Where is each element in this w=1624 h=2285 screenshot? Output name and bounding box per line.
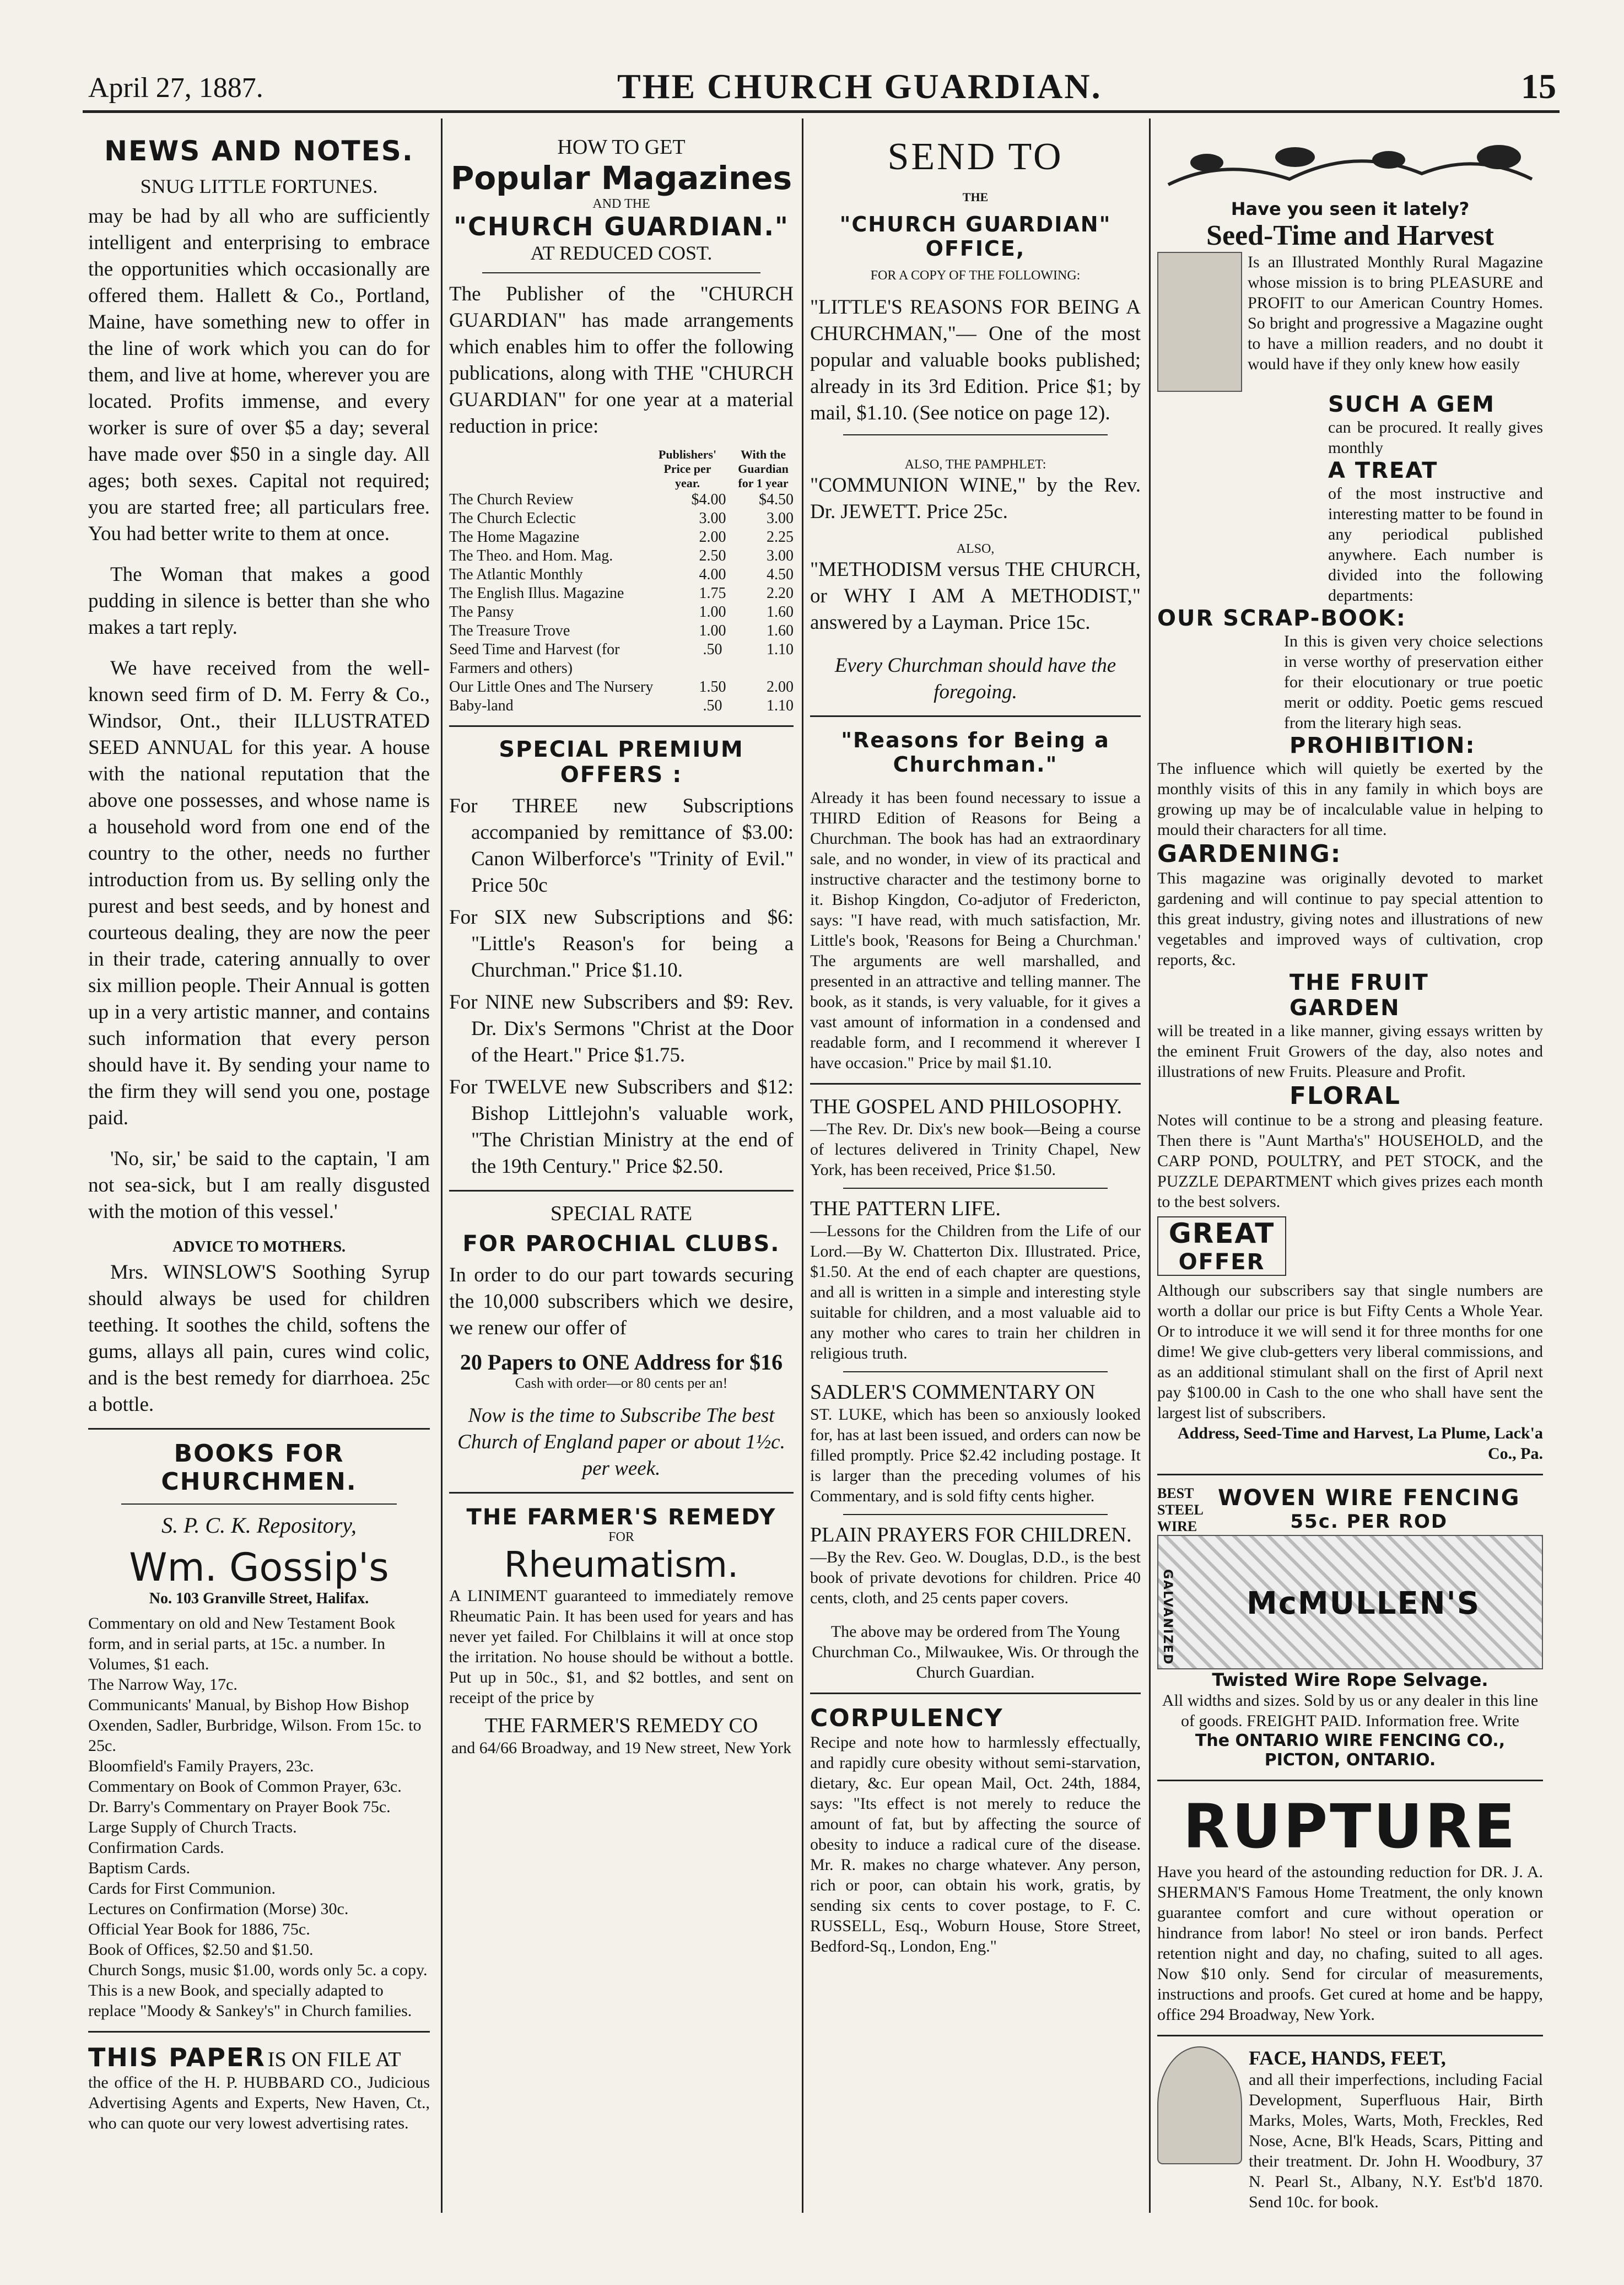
mag-name: The Church Review <box>449 491 574 508</box>
table-row <box>449 491 794 509</box>
fruit-garden: THE FRUIT GARDEN <box>1290 970 1429 1021</box>
and-the: AND THE <box>592 197 650 211</box>
seed-time-text: Is an Illustrated Monthly Rural Magazine whose mission is to bring PLEASURE and PROFIT to our American Country Homes. So bright and progressive a Magazine ought to have a million readers, and no doubt it would have if they only knew how easily <box>1248 253 1543 373</box>
divider <box>810 1693 1141 1694</box>
reduced-cost: AT REDUCED COST. <box>530 242 713 264</box>
offer: OFFER <box>1178 1249 1265 1275</box>
list-item: Bloomfield's Family Prayers, 23c. <box>88 1757 314 1775</box>
offer-item: For NINE new Subscribers and $9: Rev. Dr. Dix's Sermons "Christ at the Door of the Heart." Price $1.75. <box>449 991 794 1066</box>
for-copy: FOR A COPY OF THE FOLLOWING: <box>870 268 1081 283</box>
divider <box>482 272 760 273</box>
divider <box>1157 1474 1543 1475</box>
divider <box>843 1188 1108 1189</box>
mag-price: 1.00 <box>699 622 726 639</box>
publisher-intro: The Publisher of the "CHURCH GUARDIAN" has made arrangements which enables him to offer the following publications, along with THE "CHURCH GUARDIAN" for one year at a material reduction in price: <box>449 283 794 438</box>
mcmullens: McMULLEN'S <box>1247 1586 1481 1621</box>
best-steel-wire: BEST STEEL WIRE <box>1157 1485 1203 1534</box>
such-a-gem: SUCH A GEM <box>1328 392 1495 417</box>
cash-with-order: Cash with order—or 80 cents per an! <box>515 1375 728 1391</box>
divider <box>88 1428 430 1430</box>
parochial-text: In order to do our part towards securing the 10,000 subscribers which we desire, we renew our offer of <box>449 1264 794 1339</box>
list-item: Church Songs, music $1.00, words only 5c. a copy. This is a new Book, and specially adapted to replace "Moody & Sankey's" in Church families. <box>88 1961 428 2020</box>
gardening: GARDENING: <box>1157 840 1342 868</box>
mag-price: 4.00 <box>699 566 726 583</box>
child-illustration <box>1157 252 1242 392</box>
list-item: The Narrow Way, 17c. <box>88 1675 238 1694</box>
plain-prayers-heading: PLAIN PRAYERS FOR CHILDREN. <box>810 1523 1132 1546</box>
plain-prayers-text: —By the Rev. Geo. W. Douglas, D.D., is the best book of private devotions for children. Price 40 cents, cloth, and 25 cents paper covers. <box>810 1548 1141 1607</box>
column-rule <box>1149 118 1151 2213</box>
gossip-address: No. 103 Granville Street, Halifax. <box>149 1590 369 1607</box>
mag-name: Baby-land <box>449 697 514 714</box>
littles-reasons: "LITTLE'S REASONS FOR BEING A CHURCHMAN,"— One of the most popular and valuable books published; already in its 3rd Edition. Price $1; by mail, $1.10. (See notice on page 12). <box>810 296 1141 424</box>
mag-price: 3.00 <box>699 510 726 527</box>
ordered-from: The above may be ordered from The Young Churchman Co., Milwaukee, Wis. Or through the Church Guardian. <box>812 1623 1139 1682</box>
also-pamphlet: ALSO, THE PAMPHLET: <box>904 457 1046 472</box>
mag-name: Seed Time and Harvest (for Farmers and others) <box>449 641 620 677</box>
scrap-book: OUR SCRAP-BOOK: <box>1157 606 1406 631</box>
column-rule <box>441 118 443 2213</box>
wire-text: All widths and sizes. Sold by us or any dealer in this line of goods. FREIGHT PAID. Information free. Write <box>1162 1691 1539 1730</box>
table-row <box>449 622 794 640</box>
seed-time-address: Address, Seed-Time and Harvest, La Plume, Lack'a Co., Pa. <box>1177 1424 1543 1463</box>
rupture: RUPTURE <box>1183 1791 1518 1862</box>
table-header <box>449 448 794 491</box>
header-date: April 27, 1887. <box>88 72 263 104</box>
farmers-company: THE FARMER'S REMEDY CO <box>484 1714 758 1737</box>
list-item: Communicants' Manual, by Bishop How Bishop Oxenden, Sadler, Burbridge, Wilson. From 15c. to 25c. <box>88 1696 422 1755</box>
have-you-seen: Have you seen it lately? <box>1231 198 1470 219</box>
birds-banner <box>1157 135 1543 196</box>
table-row <box>449 528 794 547</box>
mag-price: $4.00 <box>691 491 726 508</box>
table-row <box>449 678 794 697</box>
how-to-get: HOW TO GET <box>557 136 686 159</box>
table-row <box>449 547 794 565</box>
floral-text: Notes will continue to be a strong and pleasing feature. Then there is "Aunt Martha's" HOUSEHOLD, and the CARP POND, POULTRY, and PET STOCK, and the PUZZLE DEPARTMENT which gives prizes each month to the best solvers. <box>1157 1111 1543 1211</box>
face-text: and all their imperfections, including Facial Development, Superfluous Hair, Birth Marks, Moles, Warts, Moth, Freckles, Red Nose, Acne, Bl'k Heads, Scars, Pitting and their treatment. Dr. John H. Woodbury, 37 N. Pearl St., Albany, N.Y. Est'b'd 1870. Send 10c. for book. <box>1249 2071 1543 2211</box>
divider <box>810 715 1141 717</box>
methodism: "METHODISM versus THE CHURCH, or WHY I AM A METHODIST," answered by a Layman. Price 15c. <box>810 558 1141 634</box>
divider <box>843 1514 1108 1515</box>
also: ALSO, <box>956 542 995 556</box>
every-churchman: Every Churchman should have the foregoing. <box>834 654 1116 703</box>
subscribe-now: Now is the time to Subscribe The best Church of England paper or about 1½c. per week. <box>457 1404 785 1480</box>
face-hands-feet: FACE, HANDS, FEET, <box>1249 2047 1446 2069</box>
pudding-paragraph: The Woman that makes a good pudding in silence is better than she who makes a tart reply. <box>88 563 430 639</box>
books-heading: BOOKS FOR CHURCHMEN. <box>161 1440 357 1496</box>
news-heading: NEWS AND NOTES. <box>104 135 414 167</box>
mag-with: 2.20 <box>767 585 794 602</box>
mag-with: $4.50 <box>759 491 794 508</box>
list-item: Lectures on Confirmation (Morse) 30c. <box>88 1900 349 1918</box>
advice-heading: ADVICE TO MOTHERS. <box>172 1238 346 1255</box>
pattern-heading: THE PATTERN LIFE. <box>810 1197 1001 1220</box>
mag-with: 4.50 <box>767 566 794 583</box>
mag-with: 1.60 <box>767 603 794 621</box>
mag-price: 1.50 <box>699 678 726 696</box>
column-ads <box>1157 135 1543 2212</box>
table-row <box>449 640 794 678</box>
a-treat: A TREAT <box>1328 458 1438 483</box>
farmers-address: and 64/66 Broadway, and 19 New street, New York <box>451 1739 792 1757</box>
rheumatism: Rheumatism. <box>504 1545 739 1586</box>
woven-wire: WOVEN WIRE FENCING <box>1218 1485 1520 1511</box>
ferry-paragraph: We have received from the well-known seed firm of D. M. Ferry & Co., Windsor, Ont., their ILLUSTRATED SEED ANNUAL for this year. A house with the national reputation that the above one possesses, and whose name is a household word from one end of the country to the other, needs no further introduction from us. By selling only the purest and best seeds, and by honest and courteous dealing, they are now the peer in their trade, catering annually to over six million people. Their Annual is gotten up in a very artistic manner, and contains such information that every person should have it. By sending your name to the firm they will send you one, postage paid. <box>88 657 430 1129</box>
list-item: Baptism Cards. <box>88 1859 190 1877</box>
list-item: Book of Offices, $2.50 and $1.50. <box>88 1941 314 1959</box>
ontario-wire: The ONTARIO WIRE FENCING CO., PICTON, ONTARIO. <box>1195 1731 1506 1770</box>
liniment-text: A LINIMENT guaranteed to immediately remove Rheumatic Pain. It has been used for years and has never yet failed. For Chilblains it will at once stop the irritation. No house should be without a bottle. Put up in 50c., $1, and $2 bottles, and sent on receipt of the price by <box>449 1587 794 1707</box>
mag-with: 3.00 <box>767 547 794 564</box>
snug-heading: SNUG LITTLE FORTUNES. <box>140 175 378 197</box>
paper-on-file <box>88 2043 430 2133</box>
offer-item: For SIX new Subscriptions and $6: "Little's Reason's for being a Churchman." Price $1.10. <box>449 906 794 982</box>
treat-text: of the most instructive and interesting matter to be found in any periodical published anywhere. Each number is divided into the following departments: <box>1328 484 1543 605</box>
divider <box>843 1371 1108 1372</box>
reasons-heading: "Reasons for Being a Churchman." <box>841 728 1110 777</box>
mag-name: The English Illus. Magazine <box>449 585 624 602</box>
fence-illustration <box>1157 1535 1543 1669</box>
mag-name: The Atlantic Monthly <box>449 566 583 583</box>
list-item: Official Year Book for 1886, 75c. <box>88 1920 310 1938</box>
offer-text: Although our subscribers say that single numbers are worth a dollar our price is but Fifty Cents a Whole Year. Or to introduce it we will send it for three months for one dime! We give club-getters very liberal commissions, and as an additional stimulant shall on the first of April next pay $100.00 in Cash to the one who shall have sent the largest list of subscribers. <box>1157 1281 1543 1422</box>
corpulency-heading: CORPULENCY <box>810 1704 1003 1732</box>
book-list <box>88 1613 430 2021</box>
repository: S. P. C. K. Repository, <box>161 1513 357 1538</box>
guardian-office: "CHURCH GUARDIAN" OFFICE, <box>839 212 1112 261</box>
magazine-table <box>449 448 794 715</box>
column-header: With the Guardian for 1 year <box>738 448 789 490</box>
mag-with: 2.25 <box>767 529 794 546</box>
gospel-text: —The Rev. Dr. Dix's new book—Being a course of lectures delivered in Trinity Chapel, New York, has been received, Price $1.50. <box>810 1120 1141 1179</box>
sadler-heading: SADLER'S COMMENTARY ON <box>810 1381 1096 1404</box>
offer-item: For THREE new Subscriptions accompanied by remittance of $3.00: Canon Wilberforce's "Trinity of Evil." Price 50c <box>449 795 794 897</box>
great: GREAT <box>1168 1217 1275 1249</box>
twenty-papers: 20 Papers to ONE Address for $16 <box>460 1350 783 1375</box>
church-guardian-name: "CHURCH GUARDIAN." <box>454 212 789 241</box>
hubbard-text: the office of the H. P. HUBBARD CO., Judicious Advertising Agents and Experts, New Haven, Ct., who can quote our very lowest advertising rates. <box>88 2073 430 2132</box>
divider <box>449 1190 794 1192</box>
mag-price: .50 <box>703 697 722 714</box>
send-the: THE <box>962 190 989 204</box>
mag-name: The Home Magazine <box>449 529 580 546</box>
column-send-to <box>810 135 1141 1957</box>
mag-with: 2.00 <box>767 678 794 696</box>
mag-price: .50 <box>703 641 722 658</box>
this-paper: THIS PAPER <box>88 2043 266 2072</box>
floral: FLORAL <box>1290 1082 1401 1110</box>
list-item: Cards for First Communion. <box>88 1879 276 1898</box>
divider <box>88 2031 430 2033</box>
list-item: Confirmation Cards. <box>88 1839 224 1857</box>
farmers-heading: THE FARMER'S REMEDY <box>466 1505 776 1530</box>
gardening-text: This magazine was originally devoted to market gardening and will continue to pay special attention to this great industry, giving notes and illustrations of new vegetables and improved ways of cultivation, crop reports, &c. <box>1157 869 1543 969</box>
mag-price: 1.75 <box>699 585 726 602</box>
fortunes-paragraph: may be had by all who are sufficiently intelligent and enterprising to embrace the opportunities which occasionally are offered them. Hallett & Co., Portland, Maine, have something new to offer in the line of work which you can do for them, and live at home, wherever you are located. Profits immense, and every worker is sure of over $5 a day; several have made over $50 in a single day. All ages; both sexes. Capital not required; you are started free; all particulars free. You had better write to them at once. <box>88 205 430 545</box>
column-news <box>88 135 430 2133</box>
list-item: Large Supply of Church Tracts. <box>88 1818 297 1836</box>
per-rod: 55c. PER ROD <box>1290 1511 1448 1533</box>
divider <box>843 434 1108 435</box>
reasons-text: Already it has been found necessary to issue a THIRD Edition of Reasons for Being a Churchman. The book has had an extraordinary sale, and no wonder, in view of its practical and instructive character and the testimony borne to it. Bishop Kingdon, Co-adjutor of Fredericton, says: "I have read, with much satisfaction, Mr. Little's book, 'Reasons for Being a Churchman.' The arguments are well marshalled, and presented in an attractive and telling manner. The book, as it stands, is very valuable, for it gives a vast amount of information in a condensed and readable form, and I recommend it wherever I have occasion." Price by mail $1.10. <box>810 789 1141 1072</box>
mag-name: The Treasure Trove <box>449 622 570 639</box>
gossip-name: Wm. Gossip's <box>129 1545 389 1590</box>
seed-time-title: Seed-Time and Harvest <box>1206 220 1494 251</box>
divider <box>1157 1780 1543 1781</box>
list-item: Commentary on old and New Testament Book form, and in serial parts, at 15c. a number. In Volumes, $1 each. <box>88 1614 396 1673</box>
gospel-heading: THE GOSPEL AND PHILOSOPHY. <box>810 1095 1122 1118</box>
mag-with: 1.10 <box>767 697 794 714</box>
face-illustration <box>1157 2046 1242 2164</box>
captain-paragraph: 'No, sir,' be said to the captain, 'I am not sea-sick, but I am really disgusted with the motion of this vessel.' <box>88 1147 430 1223</box>
list-item: Commentary on Book of Common Prayer, 63c. <box>88 1777 402 1796</box>
mag-name: The Church Eclectic <box>449 510 576 527</box>
premium-heading: SPECIAL PREMIUM OFFERS : <box>499 737 744 788</box>
fruit-text: will be treated in a like manner, giving essays written by the eminent Fruit Growers of the day, also notes and illustrations of new Fruits. Pleasure and Profit. <box>1157 1022 1543 1081</box>
mag-name: The Pansy <box>449 603 514 621</box>
mag-name: Our Little Ones and The Nursery <box>449 678 654 696</box>
divider <box>810 1083 1141 1085</box>
table-row <box>449 584 794 603</box>
communion-wine: "COMMUNION WINE," by the Rev. Dr. JEWETT. Price 25c. <box>810 474 1141 523</box>
page-number: 15 <box>1521 67 1556 106</box>
mag-price: 2.50 <box>699 547 726 564</box>
gem-text: can be procured. It really gives monthly <box>1328 418 1543 457</box>
twisted-wire: Twisted Wire Rope Selvage. <box>1212 1669 1488 1690</box>
masthead-title: THE CHURCH GUARDIAN. <box>617 67 1102 106</box>
divider <box>121 1503 397 1505</box>
header-rule <box>83 110 1560 113</box>
mag-with: 1.60 <box>767 622 794 639</box>
divider <box>449 725 794 727</box>
divider <box>449 1492 794 1494</box>
farmers-for: FOR <box>608 1530 634 1544</box>
winslow-paragraph: Mrs. WINSLOW'S Soothing Syrup should always be used for children teething. It soothes the child, softens the gums, allays all pain, cures wind colic, and is the best remedy for diarrhoea. 25c a bottle. <box>88 1261 430 1416</box>
column-magazines <box>449 135 794 1758</box>
table-row <box>449 565 794 584</box>
mag-price: 2.00 <box>699 529 726 546</box>
mag-name: The Theo. and Hom. Mag. <box>449 547 613 564</box>
mag-price: 1.00 <box>699 603 726 621</box>
table-row <box>449 697 794 715</box>
sadler-text: ST. LUKE, which has been so anxiously looked for, has at last been issued, and orders can now be filled promptly. Price $2.42 including postage. It is larger than the preceding volumes of his Commentary, and is sold fifty cents higher. <box>810 1405 1141 1505</box>
scrap-text: In this is given very choice selections in verse worthy of preservation either for their elocutionary or true poetic merit or oddity. Poetic gems rescued from the literary high seas. <box>1284 632 1543 732</box>
table-row <box>449 603 794 622</box>
column-header: Publishers' Price per year. <box>658 448 717 490</box>
corpulency-text: Recipe and note how to harmlessly effectually, and rapidly cure obesity without semi-starvation, dietary, &c. Eur opean Mail, Oct. 24th, 1884, says: "Its effect is not merely to reduce the amount of fat, but by affecting the source of obesity to induce a radical cure of the disease. Mr. R. makes no charge whatever. Any person, rich or poor, can obtain his work, gratis, by sending six cents to cover postage, to F. C. RUSSELL, Esq., Woburn House, Store Street, Bedford-Sq., London, Eng." <box>810 1733 1141 1955</box>
offer-item: For TWELVE new Subscribers and $12: Bishop Littlejohn's valuable work, "The Christian Ministry at the end of the 19th Century." Price $2.50. <box>449 1076 794 1178</box>
column-rule <box>802 118 803 2213</box>
special-rate: SPECIAL RATE <box>550 1202 693 1225</box>
divider <box>1157 2035 1543 2036</box>
great-offer-box <box>1157 1216 1286 1276</box>
table-row <box>449 509 794 528</box>
popular-magazines: Popular Magazines <box>450 159 792 197</box>
galvanized: GALVANIZED <box>1161 1569 1174 1666</box>
is-on-file: IS ON FILE AT <box>267 2048 401 2071</box>
mag-with: 3.00 <box>767 510 794 527</box>
prohibition: PROHIBITION: <box>1290 733 1476 758</box>
list-item: Dr. Barry's Commentary on Prayer Book 75c. <box>88 1798 391 1816</box>
prohibition-text: The influence which will quietly be exerted by the monthly visits of this in any family in which boys are growing up may be of incalculable value in helping to mould their characters for all time. <box>1157 759 1543 839</box>
send-to: SEND TO <box>887 136 1064 178</box>
parochial-heading: FOR PAROCHIAL CLUBS. <box>462 1231 780 1257</box>
mag-with: 1.10 <box>767 641 794 658</box>
rupture-text: Have you heard of the astounding reduction for DR. J. A. SHERMAN'S Famous Home Treatment, the only known guarantee comfort and cure without operation or hindrance from labor! No steel or iron bands. Perfect retention night and day, no chafing, suited to all ages. Now $10 only. Send for circular of measurements, instructions and proofs. Get cured at home and be happy, office 294 Broadway, New York. <box>1157 1863 1543 2024</box>
pattern-text: —Lessons for the Children from the Life of our Lord.—By W. Chatterton Dix. Illustrated. Price, $1.50. At the end of each chapter are questions, and all is written in a simple and interesting style suitable for children, and a most valuable aid to any mother who cares to train her children in religious truth. <box>810 1222 1141 1362</box>
